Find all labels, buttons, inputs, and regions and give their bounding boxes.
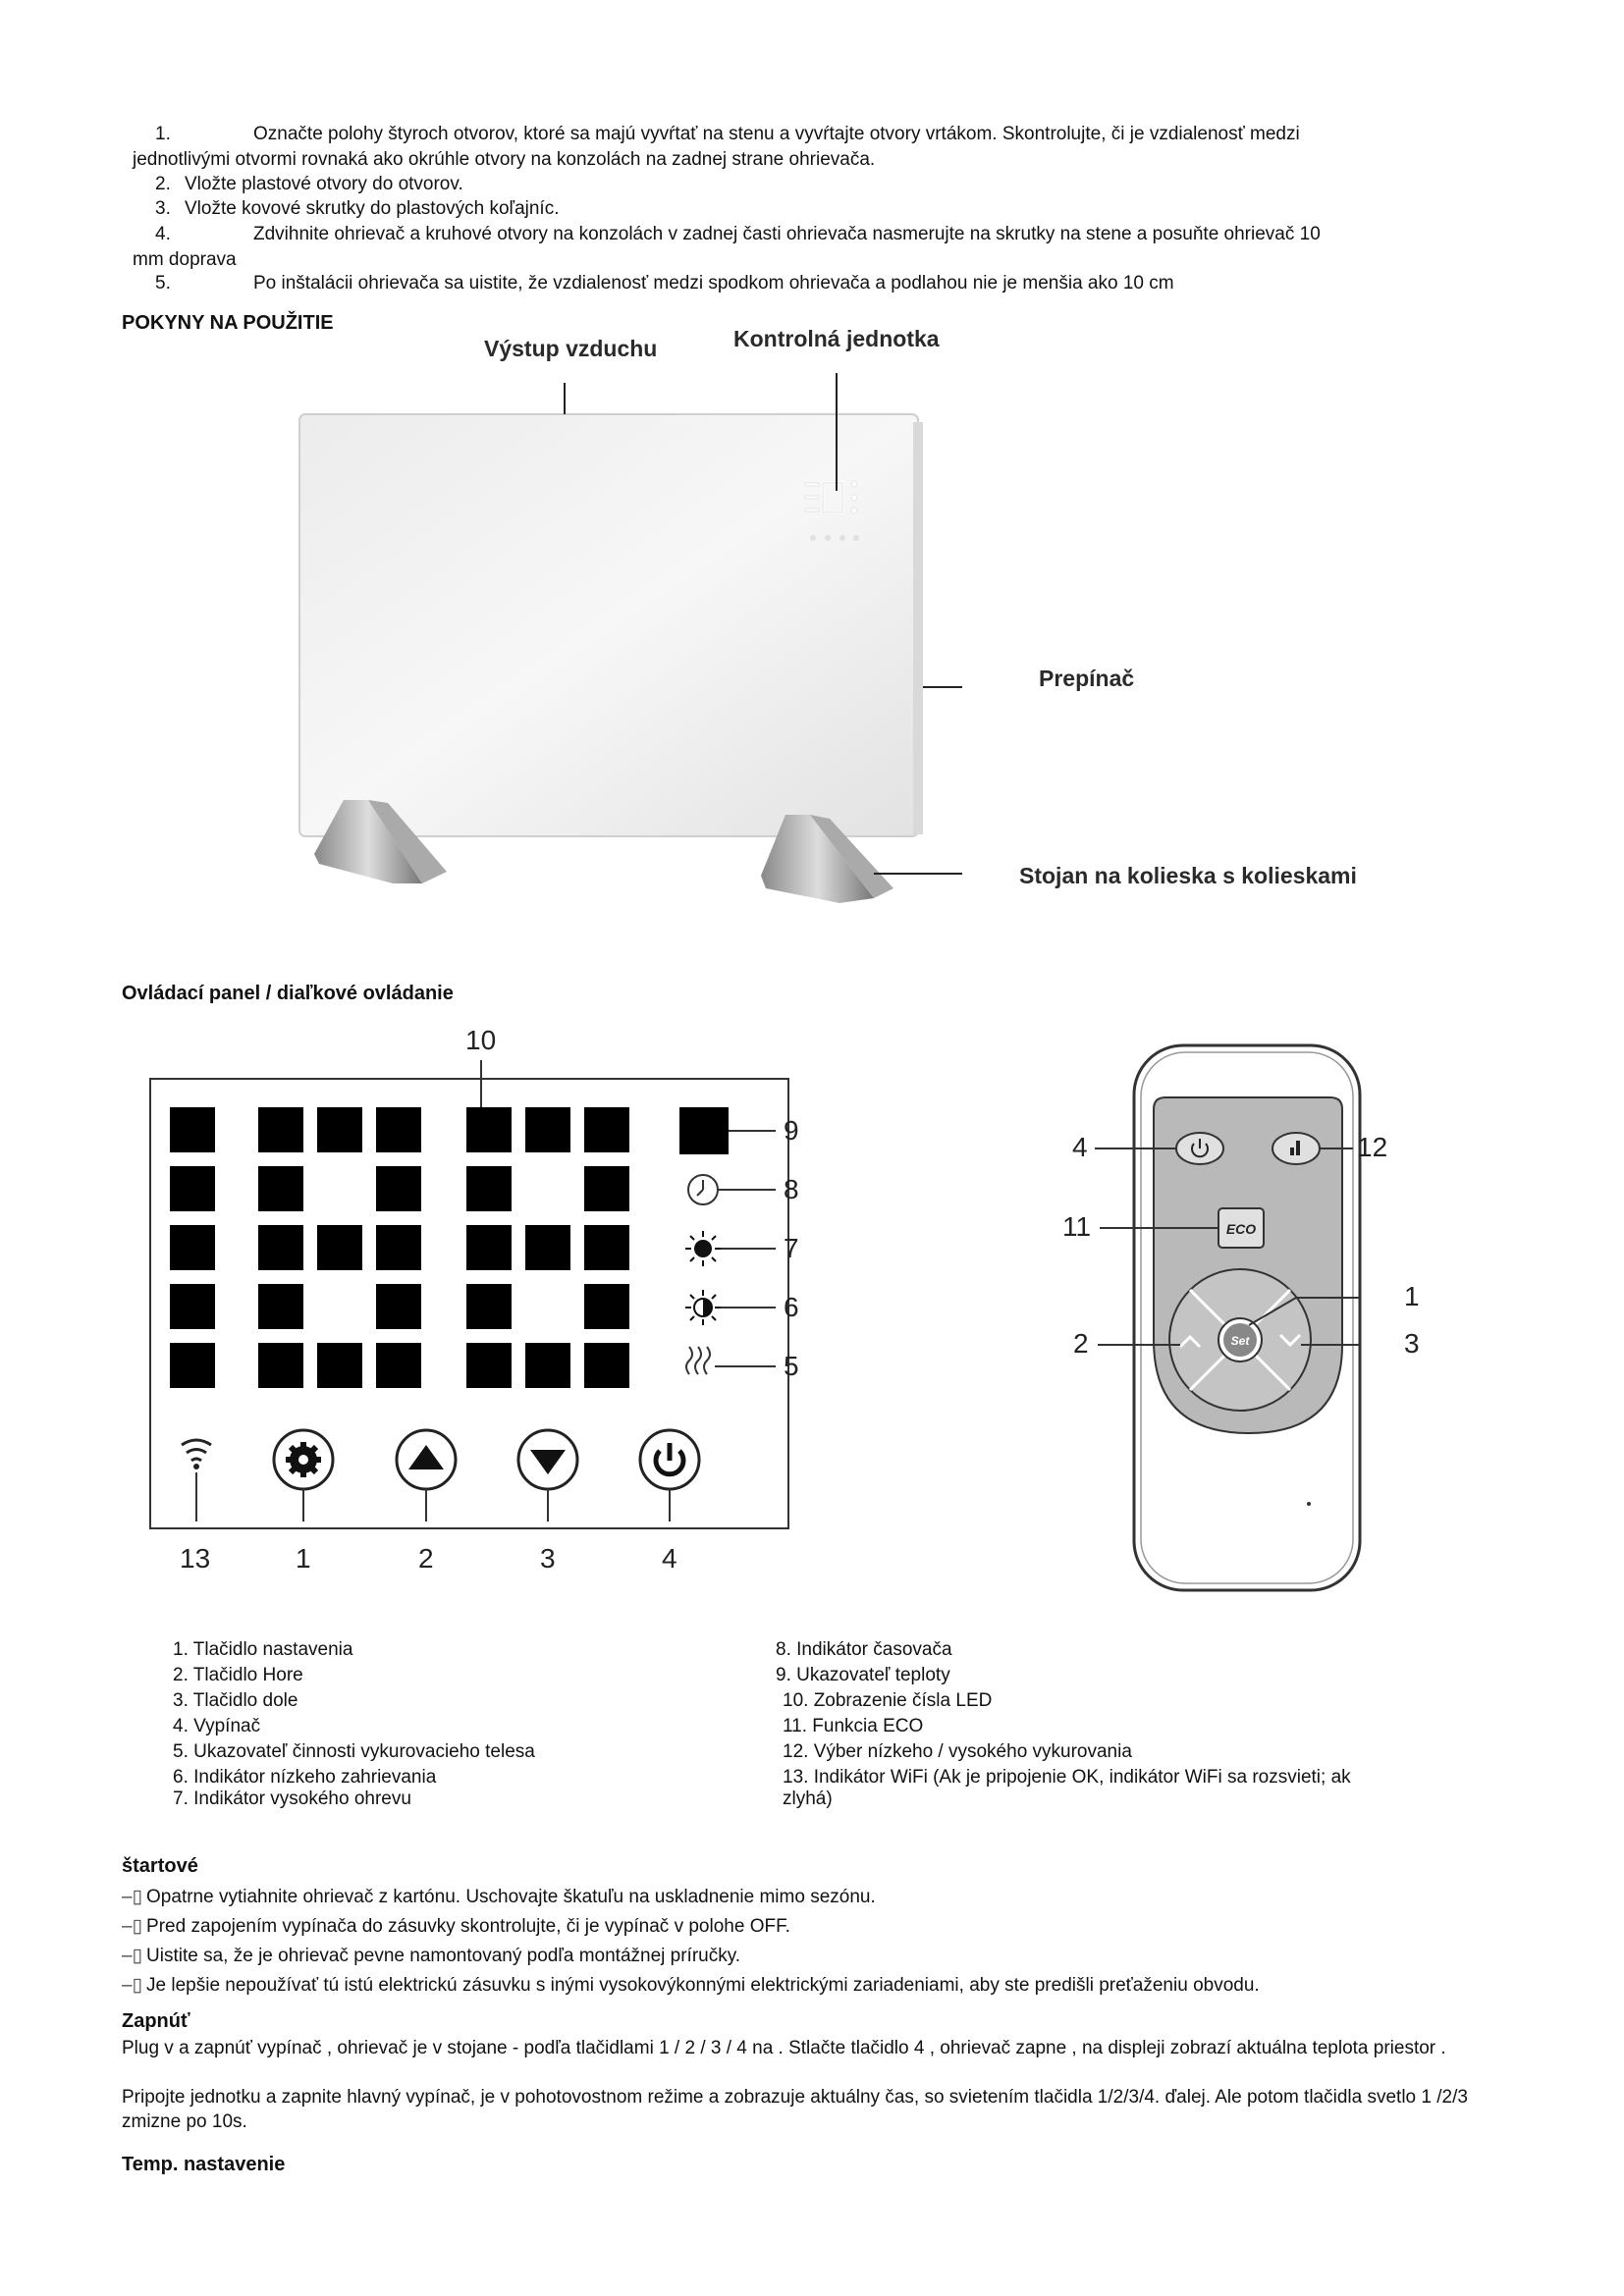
callout-4: 4 [662, 1543, 677, 1574]
remote-control-diagram [1060, 1041, 1394, 1600]
step-3-text: Vložte kovové skrutky do plastových koľajníc. [185, 198, 560, 219]
usage-heading: POKYNY NA POUŽITIE [122, 312, 334, 334]
start-item-1: –▯ Opatrne vytiahnite ohrievač z kartónu. Uschovajte škatuľu na uskladnenie mimo sezónu. [122, 1887, 876, 1907]
high-heat-sun-icon [685, 1231, 721, 1266]
switch-label: Prepínač [1039, 666, 1135, 691]
legend-right-9: 9. Ukazovateľ teploty [776, 1665, 950, 1685]
callout-8: 8 [784, 1174, 799, 1204]
heater-illustration [275, 353, 962, 923]
callout-1: 1 [296, 1543, 311, 1574]
legend-left-1: 1. Tlačidlo nastavenia [173, 1639, 353, 1660]
legend-right-12: 12. Výber nízkeho / vysokého vykurovania [783, 1741, 1132, 1762]
step-1-continuation: jednotlivými otvormi rovnaká ako okrúhle otvory na konzolách na zadnej strane ohrievača. [133, 149, 876, 170]
step-5-text: Po inštalácii ohrievača sa uistite, že vzdialenosť medzi spodkom ohrievača a podlahou nie je menšia ako 10 cm [253, 273, 1174, 294]
on-paragraph-2: Pripojte jednotku a zapnite hlavný vypínač, je v pohotovostnom režime a zobrazuje aktuálny čas, so svietením tlačidla 1/2/3/4. ďalej. Ale potom tlačidla svetlo 1 /2/3 zmizne po 10s. [122, 2087, 1468, 2132]
callout-7: 7 [784, 1233, 799, 1263]
up-arrow-icon [397, 1430, 456, 1489]
start-heading: štartové [122, 1855, 198, 1877]
step-4-number: 4. [155, 224, 171, 244]
step-1-number: 1. [155, 124, 171, 144]
legend-right-13: 13. Indikátor WiFi (Ak je pripojenie OK, indikátor WiFi sa rozsvieti; ak [783, 1767, 1351, 1788]
on-heading: Zapnúť [122, 2010, 190, 2032]
stand-label: Stojan na kolieska s kolieskami [1019, 863, 1357, 888]
start-item-4: –▯ Je lepšie nepoužívať tú istú elektrickú zásuvku s inými vysokovýkonnými elektrickými zariadeniami, aby ste predišli preťaženiu obvodu. [122, 1975, 1260, 1996]
remote-callout-12: 12 [1357, 1132, 1388, 1162]
down-arrow-icon [518, 1430, 577, 1489]
remote-dpad [1169, 1269, 1311, 1411]
air-outlet-label: Výstup vzduchu [484, 336, 658, 361]
wifi-icon [182, 1440, 211, 1461]
panel-heading: Ovládací panel / diaľkové ovládanie [122, 983, 454, 1004]
legend-left-5: 5. Ukazovateľ činnosti vykurovacieho telesa [173, 1741, 535, 1762]
remote-callout-3: 3 [1404, 1328, 1420, 1359]
control-panel-overlay [0, 1031, 835, 1600]
clock-icon [688, 1175, 718, 1204]
start-item-3: –▯ Uistite sa, že je ohrievač pevne namontovaný podľa montážnej príručky. [122, 1946, 741, 1966]
start-item-2: –▯ Pred zapojením vypínača do zásuvky skontrolujte, či je vypínač v polohe OFF. [122, 1916, 790, 1937]
legend-left-6: 6. Indikátor nízkeho zahrievania [173, 1767, 437, 1788]
step-2-number: 2. [155, 174, 171, 194]
step-4-continuation: mm doprava [133, 249, 237, 270]
eco-label: ECO [1225, 1221, 1257, 1237]
on-paragraph-1: Plug v a zapnúť vypínač , ohrievač je v stojane - podľa tlačidlami 1 / 2 / 3 / 4 na . Stlačte tlačidlo 4 , ohrievač zapne , na displeji zobrazí aktuálna teplota priestor . [122, 2038, 1446, 2058]
legend-left-4: 4. Vypínač [173, 1716, 261, 1736]
legend-left-3: 3. Tlačidlo dole [173, 1690, 298, 1711]
remote-callout-11: 11 [1062, 1211, 1092, 1242]
callout-6: 6 [784, 1292, 799, 1322]
legend-left-7: 7. Indikátor vysokého ohrevu [173, 1789, 411, 1809]
control-unit-label: Kontrolná jednotka [733, 326, 940, 351]
power-icon [640, 1430, 699, 1489]
remote-eco-button [1218, 1208, 1264, 1248]
callout-2: 2 [418, 1543, 434, 1574]
temp-heading: Temp. nastavenie [122, 2154, 286, 2175]
remote-heat-level-button [1272, 1133, 1320, 1164]
legend-right-11: 11. Funkcia ECO [783, 1716, 924, 1736]
step-3-number: 3. [155, 198, 171, 219]
step-2-text: Vložte plastové otvory do otvorov. [185, 174, 463, 194]
step-4-text: Zdvihnite ohrievač a kruhové otvory na konzolách v zadnej časti ohrievača nasmerujte na skrutky na stene a posuňte ohrievač 10 [253, 224, 1321, 244]
settings-gear-icon [274, 1430, 333, 1489]
legend-right-10: 10. Zobrazenie čísla LED [783, 1690, 993, 1711]
step-5-number: 5. [155, 273, 171, 294]
step-1-text: Označte polohy štyroch otvorov, ktoré sa majú vyvŕtať na stenu a vyvŕtajte otvory vrtákom. Skontrolujte, či je vzdialenosť medzi [253, 124, 1300, 144]
legend-left-2: 2. Tlačidlo Hore [173, 1665, 303, 1685]
callout-10: 10 [465, 1025, 497, 1055]
legend-right-8: 8. Indikátor časovača [776, 1639, 952, 1660]
remote-callout-4: 4 [1072, 1132, 1088, 1162]
heating-element-icon [686, 1347, 710, 1374]
callout-3: 3 [540, 1543, 556, 1574]
remote-callout-2: 2 [1073, 1328, 1089, 1359]
remote-power-button [1176, 1133, 1223, 1164]
heater-panel [299, 414, 918, 836]
remote-callout-1: 1 [1404, 1281, 1420, 1311]
low-heat-half-sun-icon [685, 1290, 721, 1325]
callout-5: 5 [784, 1351, 799, 1381]
callout-13: 13 [180, 1543, 211, 1574]
set-label: Set [1230, 1334, 1250, 1348]
legend-right-13-cont: zlyhá) [783, 1789, 833, 1809]
callout-9: 9 [784, 1115, 799, 1146]
